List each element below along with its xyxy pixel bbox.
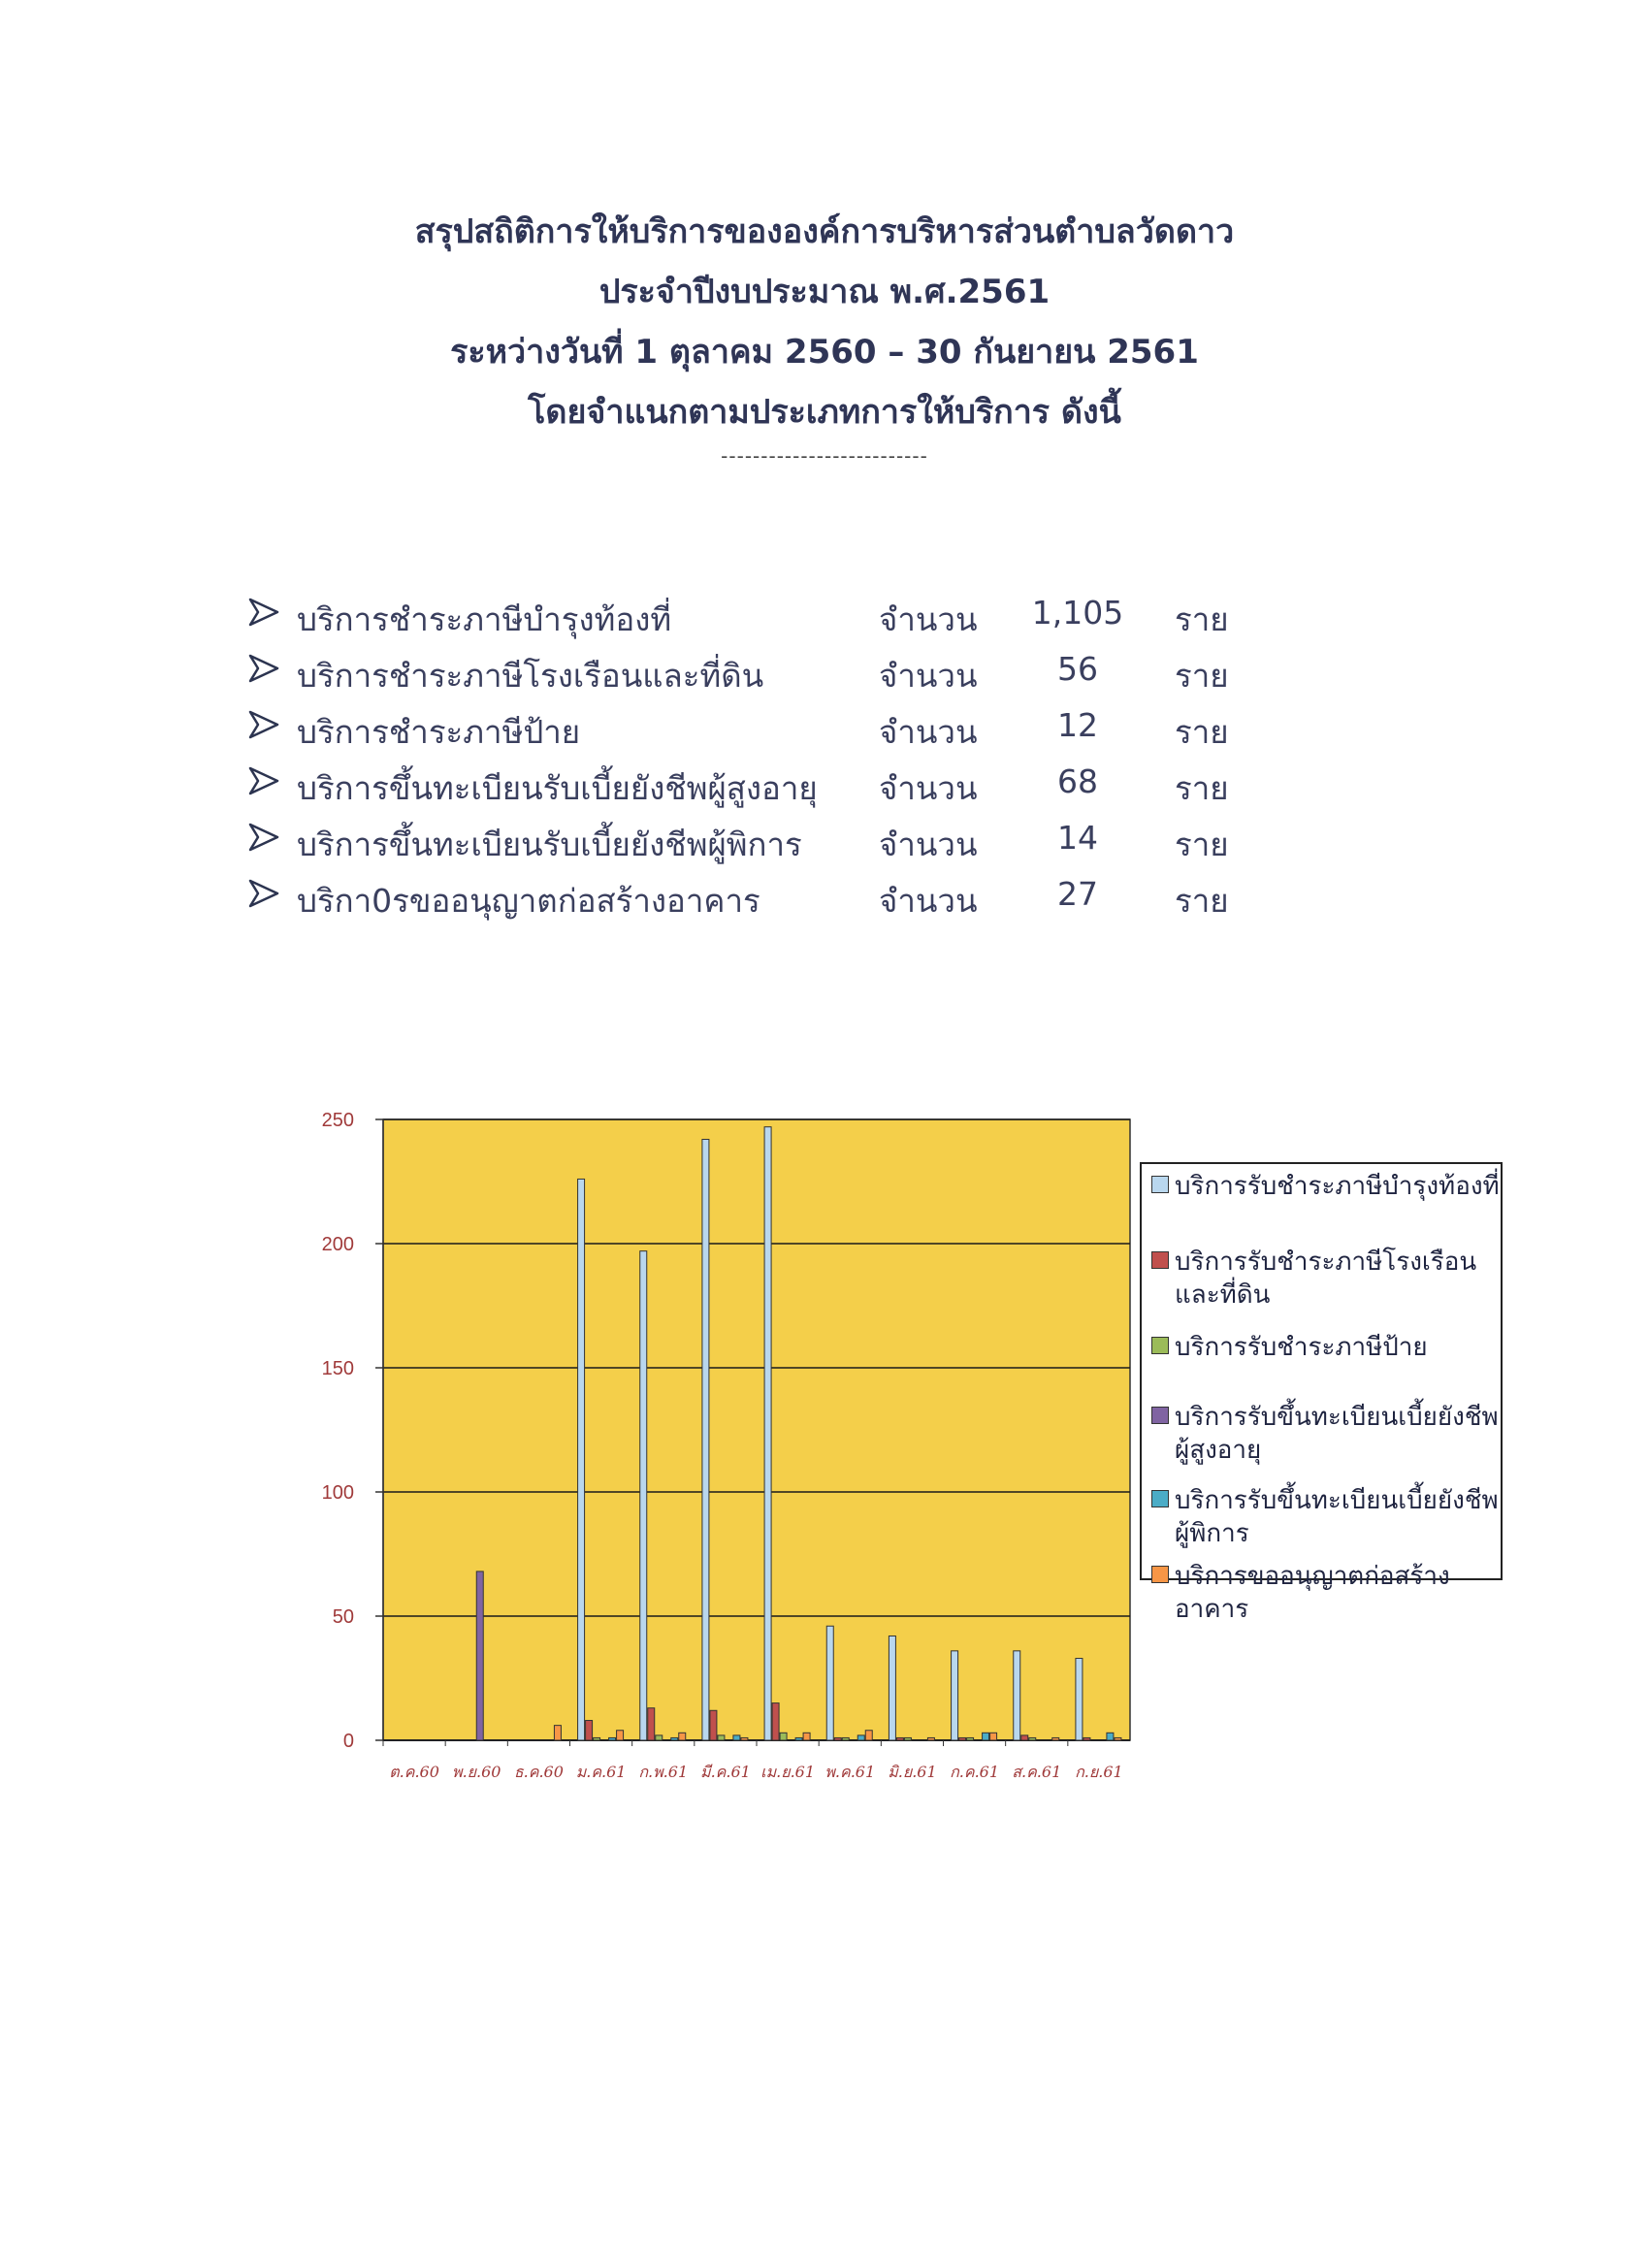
report-date-range: ระหว่างวันที่ 1 ตุลาคม 2560 – 30 กันยายน 2561 bbox=[450, 333, 1199, 372]
bar bbox=[842, 1737, 849, 1740]
count-unit: ราย bbox=[1175, 769, 1229, 807]
legend-item bbox=[1151, 1484, 1499, 1550]
bar bbox=[594, 1737, 600, 1740]
count-word: จำนวน bbox=[879, 882, 978, 920]
bar bbox=[772, 1703, 779, 1740]
service-count: 1,105 bbox=[1031, 594, 1124, 632]
service-count: 12 bbox=[1057, 706, 1098, 744]
bar bbox=[983, 1733, 989, 1740]
bar bbox=[927, 1737, 934, 1740]
count-unit: ราย bbox=[1175, 657, 1229, 695]
bar bbox=[640, 1251, 647, 1740]
x-tick-label: มิ.ย.61 bbox=[888, 1763, 937, 1781]
bar bbox=[679, 1733, 686, 1740]
bar bbox=[1021, 1735, 1028, 1740]
bar bbox=[741, 1737, 748, 1740]
bar bbox=[764, 1127, 771, 1740]
count-word: จำนวน bbox=[879, 657, 978, 695]
bar bbox=[586, 1721, 593, 1740]
legend-item bbox=[1151, 1170, 1500, 1203]
legend-item bbox=[1151, 1401, 1499, 1467]
bar bbox=[656, 1735, 663, 1740]
legend-label: บริการรับชำระภาษีโรงเรือน bbox=[1175, 1247, 1477, 1277]
list-item bbox=[248, 700, 1277, 757]
service-label: บริการชำระภาษีโรงเรือนและที่ดิน bbox=[297, 657, 764, 695]
service-label: บริการขึ้นทะเบียนรับเบี้ยยังชีพผู้สูงอายุ bbox=[297, 769, 818, 807]
y-tick-label: 100 bbox=[321, 1482, 354, 1504]
legend-item bbox=[1151, 1331, 1428, 1364]
arrow-bullet-icon bbox=[248, 823, 279, 852]
legend-swatch bbox=[1151, 1566, 1169, 1583]
x-tick-label: มี.ค.61 bbox=[700, 1763, 751, 1781]
bar bbox=[952, 1651, 958, 1740]
x-tick-label: ต.ค.60 bbox=[389, 1763, 439, 1781]
service-label: บริกา0รขออนุญาตก่อสร้างอาคาร bbox=[297, 882, 760, 920]
bar bbox=[1052, 1737, 1059, 1740]
y-tick-label: 150 bbox=[321, 1358, 354, 1379]
y-tick-label: 0 bbox=[342, 1731, 354, 1752]
bar bbox=[857, 1735, 864, 1740]
bar bbox=[1076, 1659, 1083, 1740]
legend-swatch bbox=[1151, 1176, 1169, 1193]
x-tick-label: ส.ค.61 bbox=[1012, 1763, 1062, 1781]
service-label: บริการชำระภาษีบำรุงท้องที่ bbox=[297, 600, 672, 638]
bar bbox=[1029, 1737, 1036, 1740]
legend-swatch bbox=[1151, 1251, 1169, 1269]
legend-swatch bbox=[1151, 1407, 1169, 1424]
x-tick-label: เม.ย.61 bbox=[760, 1763, 816, 1781]
chart-legend bbox=[1140, 1162, 1503, 1624]
list-item bbox=[248, 757, 1277, 813]
count-word: จำนวน bbox=[879, 769, 978, 807]
bar bbox=[648, 1708, 655, 1740]
legend-item bbox=[1151, 1246, 1476, 1312]
service-count: 27 bbox=[1057, 875, 1098, 913]
count-unit: ราย bbox=[1175, 826, 1229, 863]
bar bbox=[795, 1737, 802, 1740]
bar bbox=[826, 1626, 833, 1740]
report-description: โดยจำแนกตามประเภทการให้บริการ ดังนี้ bbox=[528, 393, 1121, 432]
bar bbox=[1083, 1737, 1090, 1740]
service-summary-list bbox=[248, 588, 1277, 925]
bar bbox=[476, 1571, 483, 1740]
bar bbox=[609, 1737, 616, 1740]
bar bbox=[896, 1737, 903, 1740]
legend-label: ผู้พิการ bbox=[1175, 1519, 1249, 1548]
service-label: บริการชำระภาษีป้าย bbox=[297, 713, 581, 751]
arrow-bullet-icon bbox=[248, 654, 279, 683]
arrow-bullet-icon bbox=[248, 766, 279, 795]
bar bbox=[834, 1737, 841, 1740]
list-item bbox=[248, 869, 1277, 925]
bar bbox=[733, 1735, 740, 1740]
bar bbox=[967, 1737, 974, 1740]
arrow-bullet-icon bbox=[248, 710, 279, 739]
report-title: สรุปสถิติการให้บริการขององค์การบริหารส่วนตำบลวัดดาว bbox=[414, 212, 1235, 251]
bar-chart bbox=[291, 1096, 1135, 1795]
count-word: จำนวน bbox=[879, 713, 978, 751]
plot-area bbox=[383, 1119, 1130, 1740]
arrow-bullet-icon bbox=[248, 879, 279, 908]
x-tick-label: ก.ย.61 bbox=[1075, 1763, 1123, 1781]
legend-label: และที่ดิน bbox=[1175, 1280, 1271, 1310]
x-tick-label: ม.ค.61 bbox=[575, 1763, 627, 1781]
y-tick-label: 250 bbox=[321, 1110, 354, 1131]
report-header bbox=[0, 202, 1649, 468]
service-count: 14 bbox=[1057, 819, 1098, 857]
legend-label: ผู้สูงอายุ bbox=[1175, 1436, 1262, 1465]
bar bbox=[710, 1710, 717, 1740]
legend-label: บริการรับชำระภาษีบำรุงท้องที่ bbox=[1175, 1172, 1500, 1201]
bar bbox=[904, 1737, 911, 1740]
service-count: 68 bbox=[1057, 762, 1098, 800]
bar bbox=[1107, 1733, 1114, 1740]
y-tick-label: 50 bbox=[332, 1606, 354, 1628]
bar bbox=[578, 1179, 585, 1740]
header-divider: -------------------------- bbox=[721, 444, 928, 468]
service-label: บริการขึ้นทะเบียนรับเบี้ยยังชีพผู้พิการ bbox=[297, 826, 802, 863]
bar bbox=[718, 1735, 725, 1740]
bar bbox=[554, 1726, 561, 1740]
monthly-service-chart bbox=[291, 1096, 1533, 1795]
x-tick-label: ธ.ค.60 bbox=[513, 1763, 564, 1781]
bar bbox=[780, 1733, 787, 1740]
bar bbox=[1014, 1651, 1020, 1740]
count-unit: ราย bbox=[1175, 882, 1229, 920]
x-tick-label: ก.พ.61 bbox=[638, 1763, 689, 1781]
legend-label: บริการรับขึ้นทะเบียนเบี้ยยังชีพ bbox=[1175, 1486, 1499, 1515]
legend-label: อาคาร bbox=[1175, 1595, 1249, 1624]
legend-swatch bbox=[1151, 1337, 1169, 1354]
bar bbox=[1115, 1737, 1121, 1740]
bar bbox=[865, 1731, 872, 1740]
legend-label: บริการขออนุญาตก่อสร้าง bbox=[1175, 1562, 1450, 1591]
bar bbox=[803, 1733, 810, 1740]
list-item bbox=[248, 813, 1277, 869]
bar bbox=[671, 1737, 678, 1740]
count-word: จำนวน bbox=[879, 826, 978, 863]
bar bbox=[702, 1139, 709, 1740]
legend-swatch bbox=[1151, 1490, 1169, 1507]
bar bbox=[959, 1737, 966, 1740]
count-word: จำนวน bbox=[879, 600, 978, 638]
legend-label: บริการรับชำระภาษีป้าย bbox=[1175, 1333, 1428, 1362]
report-subtitle-fiscal-year: ประจำปีงบประมาณ พ.ศ.2561 bbox=[598, 273, 1051, 311]
list-item bbox=[248, 588, 1277, 644]
bar bbox=[889, 1636, 895, 1740]
service-count: 56 bbox=[1057, 650, 1098, 688]
arrow-bullet-icon bbox=[248, 598, 279, 627]
list-item bbox=[248, 644, 1277, 700]
legend-item bbox=[1151, 1560, 1450, 1626]
legend-label: บริการรับขึ้นทะเบียนเบี้ยยังชีพ bbox=[1175, 1403, 1499, 1432]
bar bbox=[990, 1733, 997, 1740]
bar bbox=[617, 1731, 624, 1740]
x-tick-label: พ.ย.60 bbox=[452, 1763, 501, 1781]
x-tick-label: พ.ค.61 bbox=[824, 1763, 876, 1781]
y-tick-label: 200 bbox=[321, 1234, 354, 1255]
x-tick-label: ก.ค.61 bbox=[950, 1763, 1000, 1781]
count-unit: ราย bbox=[1175, 600, 1229, 638]
count-unit: ราย bbox=[1175, 713, 1229, 751]
